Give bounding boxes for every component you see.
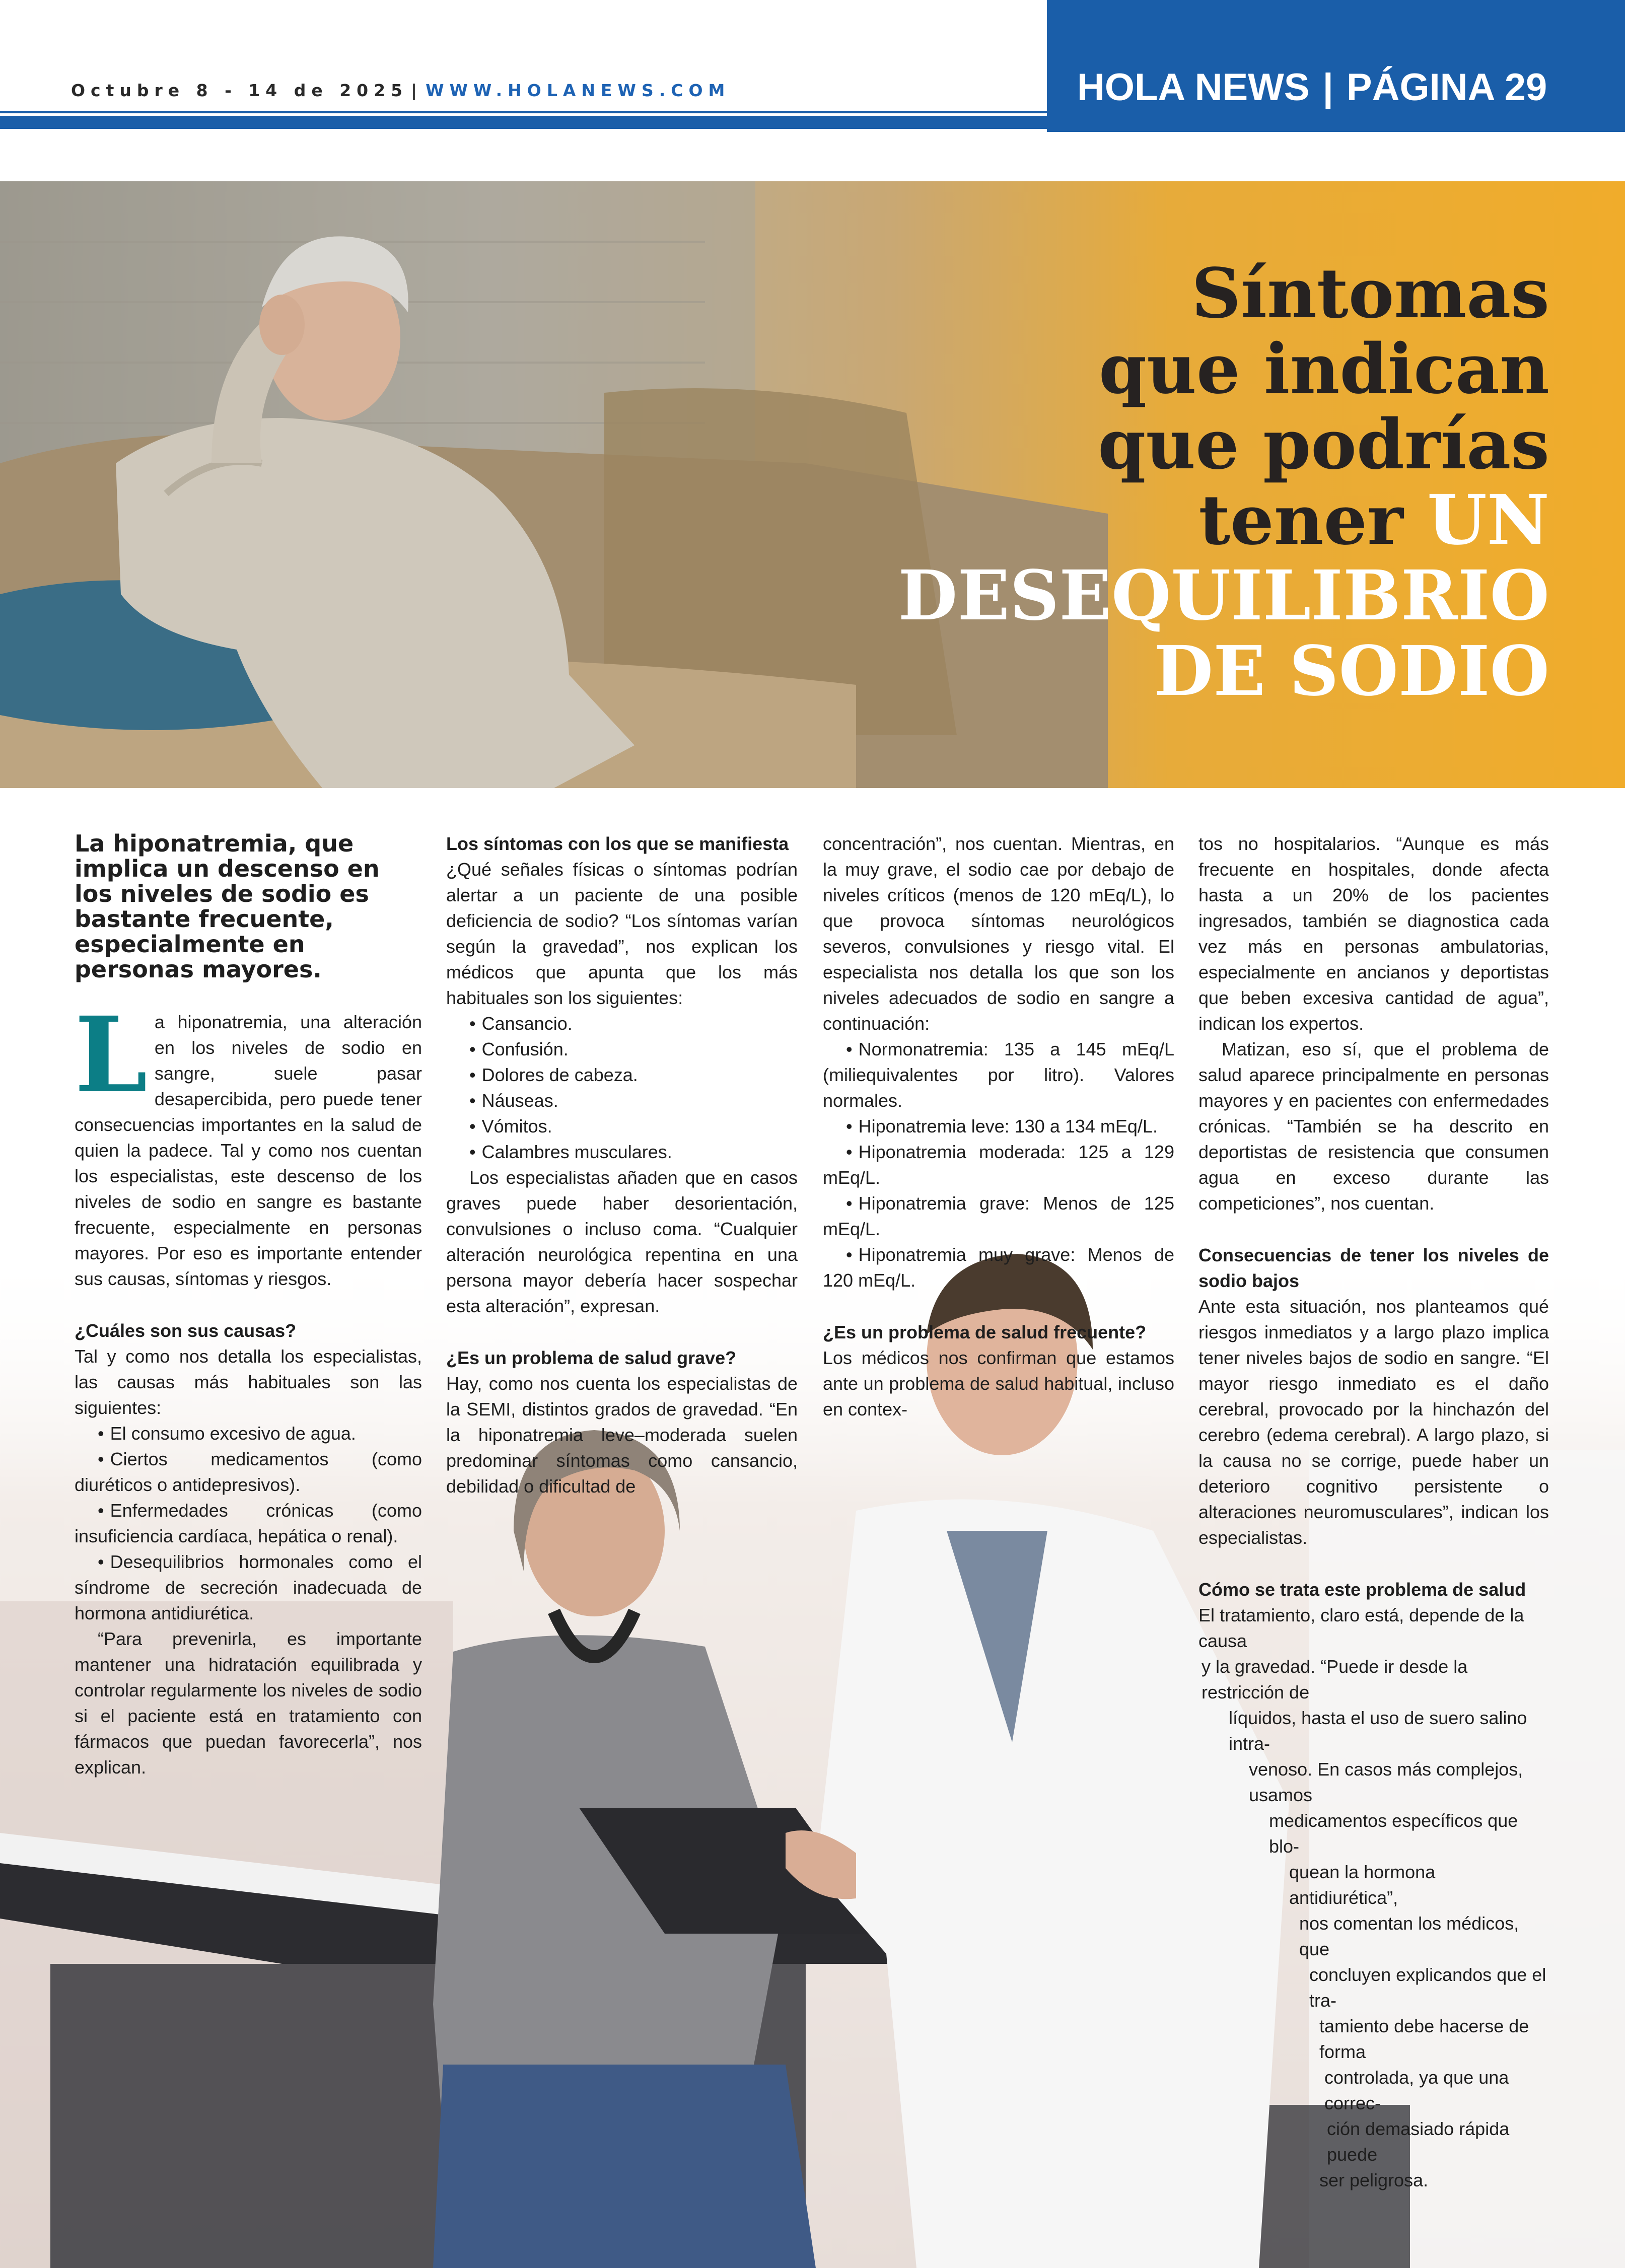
treatment-line: ción demasiado rápida puede xyxy=(1327,2118,1510,2165)
treatment-line: El tratamiento, claro está, depende de la causa xyxy=(1198,1605,1524,1651)
continuation-paragraph: tos no hospitalarios. “Aunque es más frecuente en hospitales, donde afecta hasta a un 20% de los pacientes ingresados, también se diagnostica cada vez más en personas ambulatorias, especialmente en ancianos y deportistas que beben excesiva cantidad de agua”, indican los expertos. xyxy=(1198,833,1549,1034)
headline-line-4-white: UN xyxy=(1427,480,1549,560)
page-label xyxy=(1077,65,1547,109)
headline-line-4 xyxy=(898,482,1549,558)
consequences-paragraph: Ante esta situación, nos planteamos qué riesgos inmediatos y a largo plazo implica tener niveles bajos de sodio en sangre. “El mayor riesgo inmediato es el daño cerebral, provocado por la hinchazón del cerebro (edema cerebral). A largo plazo, si la causa no se corrige, puede haber un deterioro cognitivo persistente o alteraciones neuromusculares”, indican los especialistas. xyxy=(1198,1296,1549,1548)
headline-line-3: que podrías xyxy=(1098,404,1549,485)
hero-banner xyxy=(0,181,1625,788)
header-rule-thin xyxy=(0,111,1047,113)
lead-paragraph: La hiponatremia, que implica un descenso en los niveles de sodio es bastante frecuente, especialmente en personas mayores. xyxy=(75,830,380,983)
symptom-item: • Calambres musculares. xyxy=(446,1139,798,1165)
treatment-line: ser peligrosa. xyxy=(1319,2170,1429,2190)
treatment-paragraph xyxy=(1198,1602,1549,2193)
symptom-item: • Vómitos. xyxy=(446,1113,798,1139)
heading-consequences: Consecuencias de tener los niveles de sodio bajos xyxy=(1198,1245,1549,1291)
sodium-level-item: • Hiponatremia moderada: 125 a 129 mEq/L. xyxy=(823,1139,1174,1190)
headline-line-2: que indican xyxy=(1099,329,1549,409)
symptom-item: • Confusión. xyxy=(446,1036,798,1062)
symptom-item: • Náuseas. xyxy=(446,1088,798,1113)
heading-symptoms: Los síntomas con los que se manifiesta xyxy=(446,833,789,854)
publication-name: HOLA NEWS xyxy=(1077,66,1310,109)
intro-text: a hiponatremia, una alteración en los niveles de sodio en sangre, suele pasar desapercibida, pero puede tener consecuencias importantes en la salud de quien la padece. Tal y como nos cuentan los especialistas, este descenso de los niveles de sodio en sangre es bastante frecuente, especialmente en personas mayores. Por eso es importante entender sus causas, síntomas y riesgos. xyxy=(75,1012,422,1289)
header-separator: | xyxy=(411,81,423,100)
headline-line-4-dark: tener xyxy=(1198,480,1428,560)
website-link[interactable]: WWW.HOLANEWS.COM xyxy=(426,81,731,100)
treatment-line: nos comentan los médicos, que xyxy=(1299,1913,1519,1959)
treatment-line: tamiento debe hacerse de forma xyxy=(1319,2016,1529,2062)
headline-line-5: DESEQUILIBRIO xyxy=(898,555,1549,636)
intro-paragraph xyxy=(75,994,422,1292)
column-1 xyxy=(75,994,422,1780)
treatment-line: venoso. En casos más complejos, usamos xyxy=(1249,1759,1523,1805)
athletes-paragraph: Matizan, eso sí, que el problema de salud aparece principalmente en personas mayores y en pacientes con enfermedades crónicas. “También se ha descrito en deportistas de resistencia que consumen agua en exceso durante las competiciones”, nos cuentan. xyxy=(1198,1039,1549,1214)
treatment-line: quean la hormona antidiurética”, xyxy=(1289,1862,1436,1908)
severity-paragraph: Hay, como nos cuenta los especialistas de la SEMI, distintos grados de gravedad. “En la hiponatremia leve–moderada suelen predominar síntomas como cansancio, debilidad o dificultad de xyxy=(446,1373,798,1497)
headline xyxy=(898,253,1549,712)
cause-item: • El consumo excesivo de agua. xyxy=(75,1421,422,1446)
page-label-separator: | xyxy=(1322,66,1333,109)
treatment-line: controlada, ya que una correc- xyxy=(1324,2067,1509,2113)
heading-causes: ¿Cuáles son sus causas? xyxy=(75,1320,297,1341)
sodium-level-item: • Hiponatremia leve: 130 a 134 mEq/L. xyxy=(823,1113,1174,1139)
prevention-paragraph: “Para prevenirla, es importante mantener una hidratación equilibrada y controlar regularmente los niveles de sodio si el paciente está en tratamiento con fármacos que puedan favorecerla”, nos explican. xyxy=(75,1628,422,1778)
column-2 xyxy=(446,831,798,1499)
column-3 xyxy=(823,831,1174,1422)
page-label-box xyxy=(1047,0,1625,132)
heading-frequency: ¿Es un problema de salud frecuente? xyxy=(823,1322,1147,1342)
treatment-line: líquidos, hasta el uso de suero salino intra- xyxy=(1229,1708,1527,1754)
cause-item: • Enfermedades crónicas (como insuficiencia cardíaca, hepática o renal). xyxy=(75,1498,422,1549)
cause-item: • Ciertos medicamentos (como diuréticos o antidepresivos). xyxy=(75,1446,422,1498)
treatment-line: medicamentos específicos que blo- xyxy=(1269,1810,1518,1857)
issue-date-line xyxy=(71,81,730,100)
column-4 xyxy=(1198,831,1549,2193)
frequency-paragraph: Los médicos nos confirman que estamos ante un problema de salud habitual, incluso en contex- xyxy=(823,1348,1174,1420)
heading-treatment: Cómo se trata este problema de salud xyxy=(1198,1579,1526,1600)
headline-line-1: Síntomas xyxy=(1191,253,1549,334)
severe-cases-paragraph: Los especialistas añaden que en casos graves puede haber desorientación, convulsiones o incluso coma. “Cualquier alteración neurológica repentina en una persona mayor debería hacer sospechar esta alteración”, expresan. xyxy=(446,1167,798,1316)
cause-item: • Desequilibrios hormonales como el síndrome de secreción inadecuada de hormona antidiurética. xyxy=(75,1549,422,1626)
heading-severity: ¿Es un problema de salud grave? xyxy=(446,1348,737,1368)
causes-intro: Tal y como nos detalla los especialistas, las causas más habituales son las siguientes: xyxy=(75,1346,422,1418)
page-number: PÁGINA 29 xyxy=(1346,66,1547,109)
continuation-paragraph: concentración”, nos cuentan. Mientras, en la muy grave, el sodio cae por debajo de niveles críticos (menos de 120 mEq/L), lo que provoca síntomas neurológicos severos, convulsiones y riesgo vital. El especialista nos detalla los que son los niveles adecuados de sodio en sangre a continuación: xyxy=(823,833,1174,1034)
symptom-item: • Cansancio. xyxy=(446,1011,798,1036)
drop-cap: L xyxy=(75,994,148,1116)
treatment-line: y la gravedad. “Puede ir desde la restricción de xyxy=(1202,1656,1468,1703)
headline-line-6: DE SODIO xyxy=(1154,631,1549,712)
symptom-item: • Dolores de cabeza. xyxy=(446,1062,798,1088)
sodium-level-item: • Normonatremia: 135 a 145 mEq/L (miliequivalentes por litro). Valores normales. xyxy=(823,1036,1174,1113)
issue-date: Octubre 8 - 14 de 2025 xyxy=(71,81,408,100)
symptoms-intro: ¿Qué señales físicas o síntomas podrían alertar a un paciente de una posible deficiencia de sodio? “Los síntomas varían según la gravedad”, nos explican los médicos que apunta que los más habituales son los siguientes: xyxy=(446,859,798,1008)
sodium-level-item: • Hiponatremia muy grave: Menos de 120 mEq/L. xyxy=(823,1242,1174,1293)
treatment-line: concluyen explicandos que el tra- xyxy=(1309,1964,1546,2011)
sodium-level-item: • Hiponatremia grave: Menos de 125 mEq/L. xyxy=(823,1190,1174,1242)
